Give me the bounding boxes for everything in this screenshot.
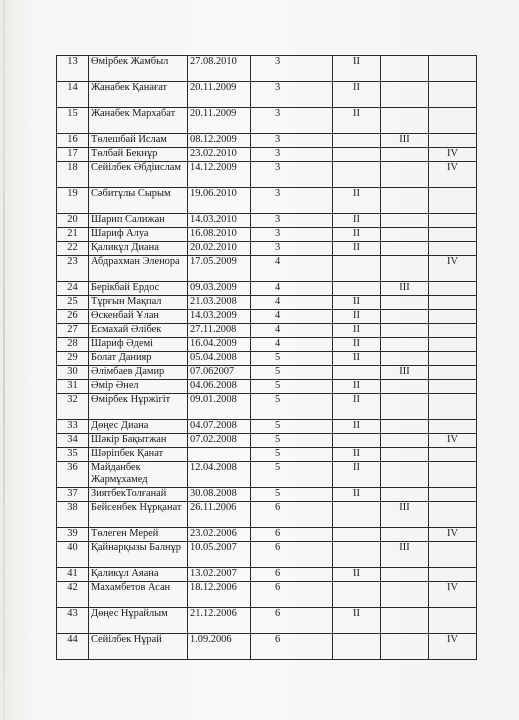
level-iii-cell xyxy=(381,256,429,282)
row-number-cell: 14 xyxy=(57,82,89,108)
level-ii-cell: II xyxy=(333,338,381,352)
level-iv-cell xyxy=(429,448,477,462)
student-name-cell: Қаликұл Аяана xyxy=(89,568,188,582)
student-table xyxy=(56,55,477,660)
student-name-cell: Қайнарқызы Балнұр xyxy=(89,542,188,568)
table-row xyxy=(57,394,477,420)
class-cell: 3 xyxy=(251,242,333,256)
level-ii-cell: II xyxy=(333,324,381,338)
birth-date-cell: 09.03.2009 xyxy=(188,282,251,296)
student-name-cell: Қаликұл Диана xyxy=(89,242,188,256)
table-row xyxy=(57,380,477,394)
row-number-cell: 26 xyxy=(57,310,89,324)
row-number-cell: 24 xyxy=(57,282,89,296)
level-ii-cell xyxy=(333,528,381,542)
level-iv-cell xyxy=(429,134,477,148)
level-iv-cell xyxy=(429,324,477,338)
row-number-cell: 43 xyxy=(57,608,89,634)
level-ii-cell: II xyxy=(333,214,381,228)
table-row xyxy=(57,162,477,188)
level-ii-cell xyxy=(333,582,381,608)
level-iv-cell xyxy=(429,352,477,366)
row-number-cell: 38 xyxy=(57,502,89,528)
birth-date-cell: 26.11.2006 xyxy=(188,502,251,528)
level-ii-cell: II xyxy=(333,242,381,256)
level-iii-cell xyxy=(381,352,429,366)
birth-date-cell: 10.05.2007 xyxy=(188,542,251,568)
level-ii-cell xyxy=(333,502,381,528)
level-iv-cell xyxy=(429,338,477,352)
class-cell: 6 xyxy=(251,528,333,542)
table-row xyxy=(57,420,477,434)
table-row xyxy=(57,462,477,488)
table-row xyxy=(57,528,477,542)
table-row xyxy=(57,134,477,148)
student-name-cell: Берікбай Ердос xyxy=(89,282,188,296)
row-number-cell: 42 xyxy=(57,582,89,608)
table-row xyxy=(57,228,477,242)
level-iii-cell xyxy=(381,434,429,448)
level-iv-cell xyxy=(429,82,477,108)
level-iii-cell xyxy=(381,228,429,242)
level-iv-cell: IV xyxy=(429,582,477,608)
level-ii-cell xyxy=(333,282,381,296)
student-table-wrapper xyxy=(56,55,476,660)
level-ii-cell xyxy=(333,542,381,568)
level-iii-cell xyxy=(381,420,429,434)
student-name-cell: Шариф Әдемі xyxy=(89,338,188,352)
class-cell: 6 xyxy=(251,568,333,582)
level-ii-cell xyxy=(333,162,381,188)
birth-date-cell xyxy=(188,448,251,462)
birth-date-cell: 20.02.2010 xyxy=(188,242,251,256)
row-number-cell: 17 xyxy=(57,148,89,162)
birth-date-cell: 16.08.2010 xyxy=(188,228,251,242)
student-table-body xyxy=(57,56,477,660)
level-iv-cell xyxy=(429,568,477,582)
student-name-cell: Төлешбай Ислам xyxy=(89,134,188,148)
student-name-cell: Бейсенбек Нұрқанат xyxy=(89,502,188,528)
class-cell: 5 xyxy=(251,380,333,394)
level-iv-cell: IV xyxy=(429,634,477,660)
level-ii-cell: II xyxy=(333,188,381,214)
level-iii-cell xyxy=(381,582,429,608)
level-iv-cell xyxy=(429,380,477,394)
student-name-cell: Шарип Салижан xyxy=(89,214,188,228)
student-name-cell: Тұрғын Мақпал xyxy=(89,296,188,310)
table-row xyxy=(57,256,477,282)
row-number-cell: 18 xyxy=(57,162,89,188)
level-iv-cell xyxy=(429,488,477,502)
level-ii-cell: II xyxy=(333,82,381,108)
level-iv-cell: IV xyxy=(429,434,477,448)
birth-date-cell: 12.04.2008 xyxy=(188,462,251,488)
level-iv-cell xyxy=(429,108,477,134)
birth-date-cell: 20.11.2009 xyxy=(188,82,251,108)
class-cell: 4 xyxy=(251,310,333,324)
level-iii-cell xyxy=(381,462,429,488)
student-name-cell: Майданбек Жармұхамед xyxy=(89,462,188,488)
student-name-cell: Дөңес Диана xyxy=(89,420,188,434)
class-cell: 5 xyxy=(251,448,333,462)
level-iv-cell: IV xyxy=(429,528,477,542)
class-cell: 5 xyxy=(251,420,333,434)
row-number-cell: 39 xyxy=(57,528,89,542)
level-iv-cell xyxy=(429,282,477,296)
table-row xyxy=(57,366,477,380)
level-iii-cell xyxy=(381,634,429,660)
level-iii-cell: III xyxy=(381,366,429,380)
student-name-cell: Шәкір Бақытжан xyxy=(89,434,188,448)
birth-date-cell: 14.12.2009 xyxy=(188,162,251,188)
class-cell: 4 xyxy=(251,256,333,282)
level-ii-cell: II xyxy=(333,568,381,582)
level-iv-cell xyxy=(429,502,477,528)
level-iv-cell xyxy=(429,310,477,324)
table-row xyxy=(57,488,477,502)
class-cell: 4 xyxy=(251,324,333,338)
table-row xyxy=(57,568,477,582)
level-iii-cell xyxy=(381,608,429,634)
class-cell: 5 xyxy=(251,352,333,366)
row-number-cell: 21 xyxy=(57,228,89,242)
student-name-cell: Жанабек Мархабат xyxy=(89,108,188,134)
birth-date-cell: 14.03.2010 xyxy=(188,214,251,228)
table-row xyxy=(57,242,477,256)
level-iii-cell: III xyxy=(381,282,429,296)
student-name-cell: Өмірбек Жамбыл xyxy=(89,56,188,82)
level-ii-cell: II xyxy=(333,352,381,366)
class-cell: 6 xyxy=(251,608,333,634)
birth-date-cell: 21.03.2008 xyxy=(188,296,251,310)
row-number-cell: 16 xyxy=(57,134,89,148)
table-row xyxy=(57,434,477,448)
level-iii-cell xyxy=(381,448,429,462)
class-cell: 3 xyxy=(251,214,333,228)
row-number-cell: 37 xyxy=(57,488,89,502)
table-row xyxy=(57,310,477,324)
class-cell: 6 xyxy=(251,582,333,608)
level-iii-cell xyxy=(381,568,429,582)
row-number-cell: 32 xyxy=(57,394,89,420)
class-cell: 5 xyxy=(251,462,333,488)
table-row xyxy=(57,582,477,608)
level-ii-cell: II xyxy=(333,310,381,324)
class-cell: 4 xyxy=(251,338,333,352)
table-row xyxy=(57,502,477,528)
birth-date-cell: 13.02.2007 xyxy=(188,568,251,582)
row-number-cell: 15 xyxy=(57,108,89,134)
level-ii-cell xyxy=(333,434,381,448)
level-iii-cell xyxy=(381,296,429,310)
student-name-cell: Төлбай Бекнұр xyxy=(89,148,188,162)
table-row xyxy=(57,634,477,660)
student-name-cell: ЗиятбекТолғанай xyxy=(89,488,188,502)
student-name-cell: Сейілбек Нұрай xyxy=(89,634,188,660)
table-row xyxy=(57,82,477,108)
level-iv-cell xyxy=(429,188,477,214)
class-cell: 3 xyxy=(251,108,333,134)
class-cell: 3 xyxy=(251,56,333,82)
level-iii-cell xyxy=(381,338,429,352)
table-row xyxy=(57,448,477,462)
class-cell: 4 xyxy=(251,296,333,310)
birth-date-cell: 23.02.2006 xyxy=(188,528,251,542)
row-number-cell: 27 xyxy=(57,324,89,338)
row-number-cell: 41 xyxy=(57,568,89,582)
level-ii-cell: II xyxy=(333,420,381,434)
row-number-cell: 44 xyxy=(57,634,89,660)
table-row xyxy=(57,282,477,296)
level-ii-cell: II xyxy=(333,108,381,134)
birth-date-cell: 04.07.2008 xyxy=(188,420,251,434)
student-name-cell: Есмахай Әлібек xyxy=(89,324,188,338)
level-iv-cell: IV xyxy=(429,148,477,162)
student-name-cell: Өскенбай Ұлан xyxy=(89,310,188,324)
birth-date-cell: 14.03.2009 xyxy=(188,310,251,324)
level-iii-cell xyxy=(381,188,429,214)
class-cell: 6 xyxy=(251,502,333,528)
row-number-cell: 40 xyxy=(57,542,89,568)
level-iii-cell: III xyxy=(381,502,429,528)
class-cell: 3 xyxy=(251,82,333,108)
table-row xyxy=(57,296,477,310)
student-name-cell: Әлімбаев Дамир xyxy=(89,366,188,380)
birth-date-cell: 09.01.2008 xyxy=(188,394,251,420)
table-row xyxy=(57,214,477,228)
class-cell: 3 xyxy=(251,162,333,188)
level-ii-cell: II xyxy=(333,394,381,420)
row-number-cell: 23 xyxy=(57,256,89,282)
birth-date-cell: 30.08.2008 xyxy=(188,488,251,502)
student-name-cell: Төлеген Мерей xyxy=(89,528,188,542)
level-ii-cell: II xyxy=(333,56,381,82)
birth-date-cell: 04.06.2008 xyxy=(188,380,251,394)
class-cell: 3 xyxy=(251,188,333,214)
birth-date-cell: 20.11.2009 xyxy=(188,108,251,134)
level-ii-cell: II xyxy=(333,488,381,502)
row-number-cell: 28 xyxy=(57,338,89,352)
level-ii-cell xyxy=(333,134,381,148)
row-number-cell: 22 xyxy=(57,242,89,256)
table-row xyxy=(57,148,477,162)
level-iii-cell xyxy=(381,488,429,502)
level-iv-cell xyxy=(429,542,477,568)
birth-date-cell: 27.11.2008 xyxy=(188,324,251,338)
level-iv-cell: IV xyxy=(429,162,477,188)
class-cell: 3 xyxy=(251,134,333,148)
level-iii-cell xyxy=(381,380,429,394)
row-number-cell: 29 xyxy=(57,352,89,366)
class-cell: 3 xyxy=(251,228,333,242)
level-ii-cell: II xyxy=(333,462,381,488)
birth-date-cell: 1.09.2006 xyxy=(188,634,251,660)
table-row xyxy=(57,108,477,134)
table-row xyxy=(57,324,477,338)
birth-date-cell: 16.04.2009 xyxy=(188,338,251,352)
level-ii-cell: II xyxy=(333,448,381,462)
class-cell: 5 xyxy=(251,434,333,448)
birth-date-cell: 07.062007 xyxy=(188,366,251,380)
level-iv-cell xyxy=(429,296,477,310)
student-name-cell: Әмір Әнел xyxy=(89,380,188,394)
student-name-cell: Дөңес Нұрайлым xyxy=(89,608,188,634)
student-name-cell: Болат Данияр xyxy=(89,352,188,366)
student-name-cell: Шариф Алуа xyxy=(89,228,188,242)
level-iii-cell xyxy=(381,82,429,108)
row-number-cell: 13 xyxy=(57,56,89,82)
row-number-cell: 34 xyxy=(57,434,89,448)
row-number-cell: 33 xyxy=(57,420,89,434)
class-cell: 6 xyxy=(251,634,333,660)
level-iii-cell xyxy=(381,56,429,82)
level-iii-cell xyxy=(381,148,429,162)
birth-date-cell: 18.12.2006 xyxy=(188,582,251,608)
row-number-cell: 30 xyxy=(57,366,89,380)
level-iii-cell xyxy=(381,108,429,134)
scan-edge-shadow xyxy=(3,0,5,720)
level-iii-cell xyxy=(381,242,429,256)
table-row xyxy=(57,542,477,568)
birth-date-cell: 05.04.2008 xyxy=(188,352,251,366)
class-cell: 5 xyxy=(251,394,333,420)
class-cell: 5 xyxy=(251,366,333,380)
level-ii-cell xyxy=(333,148,381,162)
level-iii-cell: III xyxy=(381,542,429,568)
student-name-cell: Сейілбек Әбдіислам xyxy=(89,162,188,188)
birth-date-cell: 19.06.2010 xyxy=(188,188,251,214)
level-iii-cell xyxy=(381,528,429,542)
level-iii-cell xyxy=(381,394,429,420)
level-iii-cell xyxy=(381,310,429,324)
level-iv-cell xyxy=(429,242,477,256)
level-ii-cell: II xyxy=(333,296,381,310)
level-iv-cell: IV xyxy=(429,256,477,282)
level-ii-cell: II xyxy=(333,228,381,242)
row-number-cell: 20 xyxy=(57,214,89,228)
class-cell: 5 xyxy=(251,488,333,502)
student-name-cell: Махамбетов Асан xyxy=(89,582,188,608)
birth-date-cell: 17.05.2009 xyxy=(188,256,251,282)
level-ii-cell: II xyxy=(333,608,381,634)
class-cell: 4 xyxy=(251,282,333,296)
level-iii-cell: III xyxy=(381,134,429,148)
student-name-cell: Сәбитұлы Сырым xyxy=(89,188,188,214)
class-cell: 6 xyxy=(251,542,333,568)
table-row xyxy=(57,338,477,352)
student-name-cell: Абдрахман Эленора xyxy=(89,256,188,282)
level-iv-cell xyxy=(429,608,477,634)
row-number-cell: 36 xyxy=(57,462,89,488)
level-iv-cell xyxy=(429,462,477,488)
level-ii-cell xyxy=(333,366,381,380)
row-number-cell: 35 xyxy=(57,448,89,462)
student-name-cell: Өмірбек Нұржігіт xyxy=(89,394,188,420)
level-iv-cell xyxy=(429,420,477,434)
table-row xyxy=(57,608,477,634)
row-number-cell: 25 xyxy=(57,296,89,310)
level-iv-cell xyxy=(429,228,477,242)
birth-date-cell: 23.02.2010 xyxy=(188,148,251,162)
table-row xyxy=(57,352,477,366)
level-iii-cell xyxy=(381,214,429,228)
birth-date-cell: 07.02.2008 xyxy=(188,434,251,448)
row-number-cell: 31 xyxy=(57,380,89,394)
student-name-cell: Шәріпбек Қанат xyxy=(89,448,188,462)
student-name-cell: Жанабек Қанағат xyxy=(89,82,188,108)
level-ii-cell xyxy=(333,634,381,660)
level-ii-cell xyxy=(333,256,381,282)
birth-date-cell: 21.12.2006 xyxy=(188,608,251,634)
level-iv-cell xyxy=(429,394,477,420)
row-number-cell: 19 xyxy=(57,188,89,214)
level-iv-cell xyxy=(429,56,477,82)
class-cell: 3 xyxy=(251,148,333,162)
level-iii-cell xyxy=(381,162,429,188)
table-row xyxy=(57,56,477,82)
birth-date-cell: 08.12.2009 xyxy=(188,134,251,148)
level-iv-cell xyxy=(429,366,477,380)
level-iii-cell xyxy=(381,324,429,338)
level-iv-cell xyxy=(429,214,477,228)
birth-date-cell: 27.08.2010 xyxy=(188,56,251,82)
table-row xyxy=(57,188,477,214)
level-ii-cell: II xyxy=(333,380,381,394)
